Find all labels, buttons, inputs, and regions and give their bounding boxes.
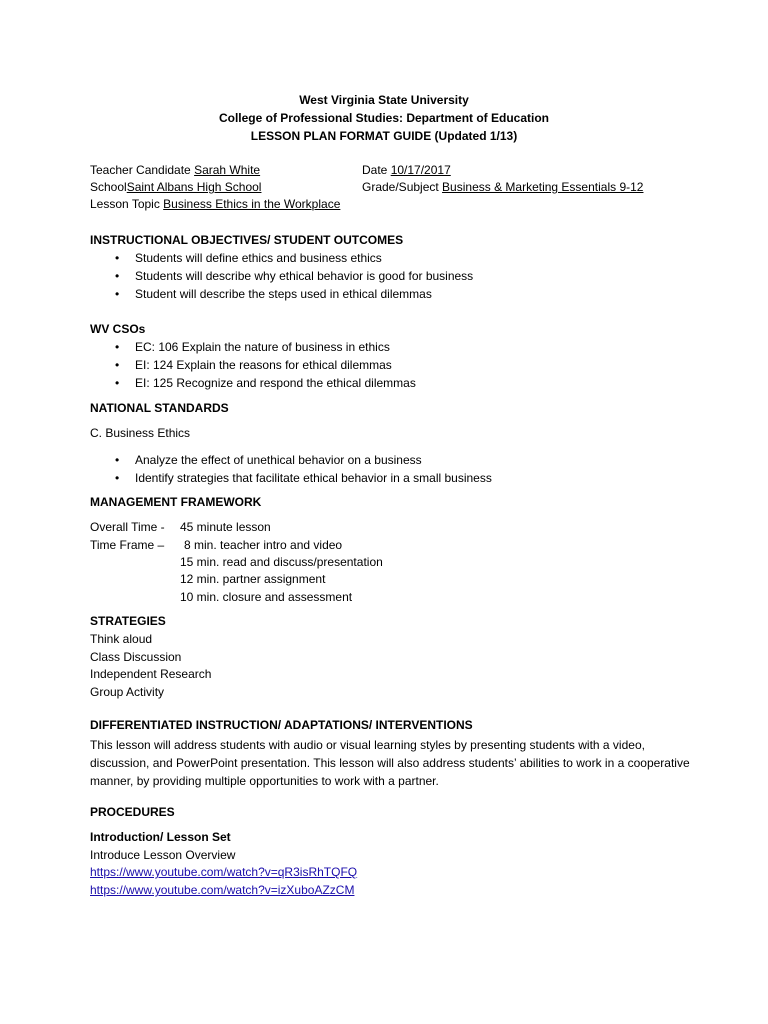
strategy-item: Class Discussion [90, 650, 182, 664]
grade-subject-row [362, 179, 643, 197]
college-title: College of Professional Studies: Department of Education [218, 111, 550, 125]
business-ethics-subheading: C. Business Ethics [90, 426, 191, 440]
differentiated-paragraph: This lesson will address students with audio or visual learning styles by presenting students with a video, discussion, and PowerPoint presentation. This lesson will also address students’ abilities to work in a cooperative manner, by providing multiple opportunities to work with a partner. [90, 738, 690, 788]
time-frame-item: 15 min. read and discuss/presentation [180, 555, 383, 569]
list-item: • Student will describe the steps used in ethical dilemmas [90, 285, 473, 303]
university-title: West Virginia State University [299, 93, 469, 107]
lesson-set-subheading: Introduction/ Lesson Set [90, 830, 231, 844]
school-row [90, 179, 261, 197]
teacher-value: Sarah White [194, 163, 261, 177]
date-row [362, 162, 451, 180]
overall-time-value: 45 minute lesson [180, 520, 271, 534]
time-frame-item: 10 min. closure and assessment [180, 590, 353, 604]
date-value: 10/17/2017 [390, 163, 451, 177]
objectives-heading: INSTRUCTIONAL OBJECTIVES/ STUDENT OUTCOMES [90, 233, 404, 247]
national-standards-list [90, 451, 492, 487]
date-label: Date [362, 163, 391, 177]
school-label: School [90, 180, 127, 194]
list-item: • Students will describe why ethical behavior is good for business [90, 267, 473, 285]
procedures-heading: PROCEDURES [90, 805, 175, 819]
management-heading: MANAGEMENT FRAMEWORK [90, 495, 262, 509]
guide-title: LESSON PLAN FORMAT GUIDE (Updated 1/13) [250, 129, 518, 143]
strategy-item: Think aloud [90, 632, 153, 646]
time-frame-label: Time Frame – [90, 538, 165, 552]
teacher-candidate-row [90, 162, 260, 180]
lesson-overview-text: Introduce Lesson Overview [90, 848, 236, 862]
teacher-label: Teacher Candidate [90, 163, 195, 177]
differentiated-heading: DIFFERENTIATED INSTRUCTION/ ADAPTATIONS/ INTERVENTIONS [90, 718, 473, 732]
lesson-topic-row [90, 196, 340, 214]
school-value: Saint Albans High School [126, 180, 262, 194]
list-item: • Analyze the effect of unethical behavior on a business [90, 451, 492, 469]
video-link-2[interactable]: https://www.youtube.com/watch?v=izXuboAZzCM [90, 883, 355, 897]
grade-value: Business & Marketing Essentials 9-12 [442, 180, 644, 194]
strategy-item: Independent Research [90, 667, 212, 681]
grade-label: Grade/Subject [362, 180, 443, 194]
national-standards-heading: NATIONAL STANDARDS [90, 401, 229, 415]
list-item: • EI: 124 Explain the reasons for ethical dilemmas [90, 356, 416, 374]
topic-value: Business Ethics in the Workplace [163, 197, 341, 211]
overall-time-label: Overall Time - [90, 520, 165, 534]
list-item: • Students will define ethics and business ethics [90, 249, 473, 267]
list-item: • EI: 125 Recognize and respond the ethical dilemmas [90, 374, 416, 392]
time-frame-item: 8 min. teacher intro and video [184, 538, 343, 552]
objectives-list [90, 249, 473, 303]
list-item: • EC: 106 Explain the nature of business in ethics [90, 338, 416, 356]
list-item: • Identify strategies that facilitate ethical behavior in a small business [90, 469, 492, 487]
csos-list [90, 338, 416, 392]
time-frame-item: 12 min. partner assignment [180, 572, 326, 586]
strategies-heading: STRATEGIES [90, 614, 166, 628]
csos-heading: WV CSOs [90, 322, 146, 336]
video-link-1[interactable]: https://www.youtube.com/watch?v=qR3isRhTQFQ [90, 865, 358, 879]
topic-label: Lesson Topic [90, 197, 164, 211]
strategy-item: Group Activity [90, 685, 165, 699]
